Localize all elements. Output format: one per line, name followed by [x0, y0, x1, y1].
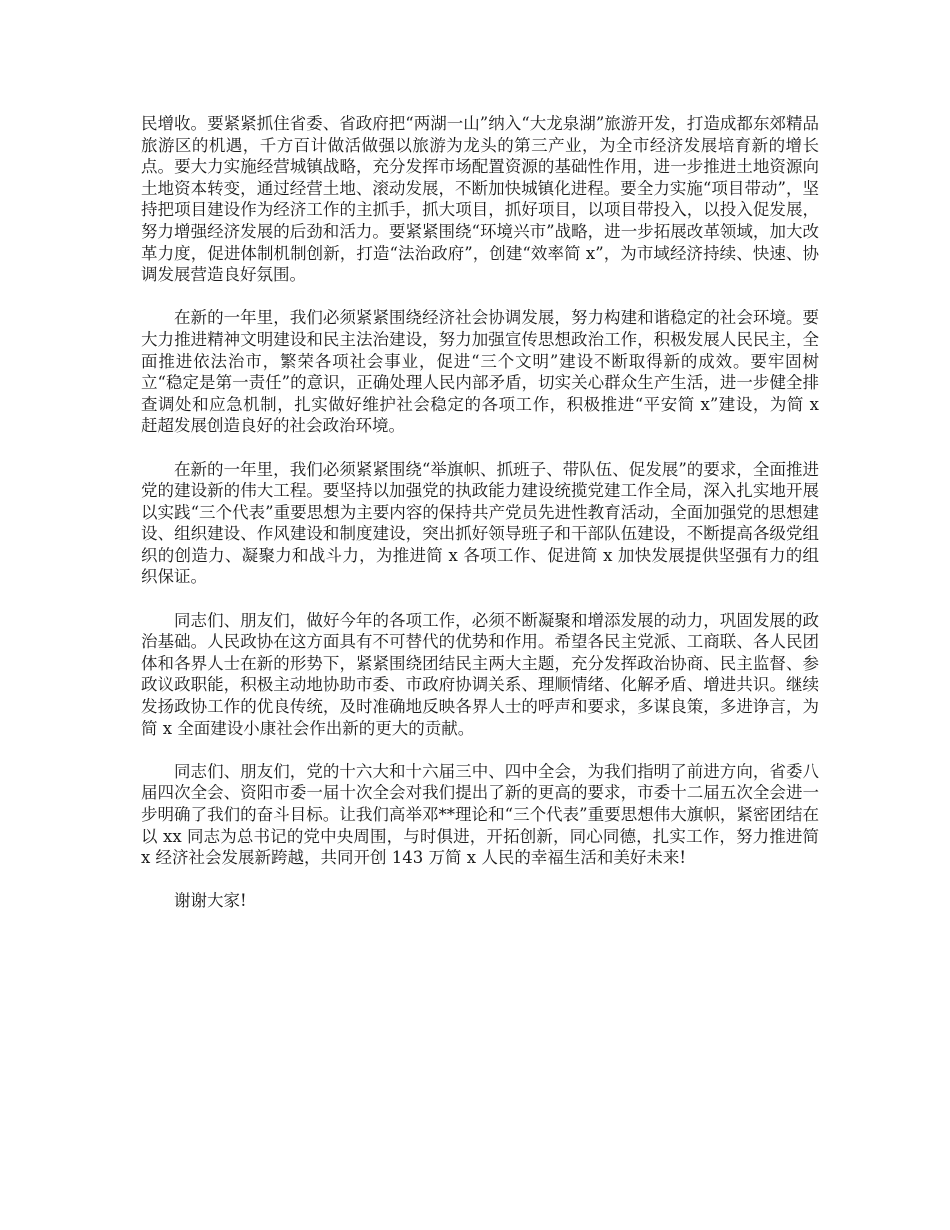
- paragraph-1: 民增收。要紧紧抓住省委、省政府把“两湖一山”纳入“大龙泉湖”旅游开发，打造成都东郊精品旅游区的机遇，千方百计做活做强以旅游为龙头的第三产业，为全市经济发展培育新的增长点。要大力实施经营城镇战略，充分发挥市场配置资源的基础性作用，进一步推进土地资源向土地资本转变，通过经营土地、滚动发展，不断加快城镇化进程。要全力实施“项目带动”，坚持把项目建设作为经济工作的主抓手，抓大项目，抓好项目，以项目带投入，以投入促发展，努力增强经济发展的后劲和活力。要紧紧围绕“环境兴市”战略，进一步拓展改革领域，加大改革力度，促进体制机制创新，打造“法治政府”，创建“效率简 x”，为市域经济持续、快速、协调发展营造良好氛围。: [141, 114, 819, 285]
- paragraph-5: 同志们、朋友们，党的十六大和十六届三中、四中全会，为我们指明了前进方向，省委八届四次全会、资阳市委一届十次全会对我们提出了新的更高的要求，市委十二届五次全会进一步明确了我们的奋斗目标。让我们高举邓**理论和“三个代表”重要思想伟大旗帜，紧密团结在以 xx 同志为总书记的党中央周围，与时俱进，开拓创新，同心同德，扎实工作，努力推进简 x 经济社会发展新跨越，共同开创 143 万简 x 人民的幸福生活和美好未来!: [141, 761, 819, 868]
- paragraph-closing: 谢谢大家!: [174, 891, 247, 911]
- document-body: [141, 113, 819, 934]
- paragraph-2: 在新的一年里，我们必须紧紧围绕经济社会协调发展，努力构建和谐稳定的社会环境。要大力推进精神文明建设和民主法治建设，努力加强宣传思想政治工作，积极发展人民民主，全面推进依法治市，繁荣各项社会事业，促进“三个文明”建设不断取得新的成效。要牢固树立“稳定是第一责任”的意识，正确处理人民内部矛盾，切实关心群众生产生活，进一步健全排查调处和应急机制，扎实做好维护社会稳定的各项工作，积极推进“平安简 x”建设，为简 x 赶超发展创造良好的社会政治环境。: [141, 308, 819, 436]
- paragraph-4: 同志们、朋友们，做好今年的各项工作，必须不断凝聚和增添发展的动力，巩固发展的政治基础。人民政协在这方面具有不可替代的优势和作用。希望各民主党派、工商联、各人民团体和各界人士在新的形势下，紧紧围绕团结民主两大主题，充分发挥政治协商、民主监督、参政议政职能，积极主动地协助市委、市政府协调关系、理顺情绪、化解矛盾、增进共识。继续发扬政协工作的优良传统，及时准确地反映各界人士的呼声和要求，多谋良策，多进诤言，为简 x 全面建设小康社会作出新的更大的贡献。: [141, 610, 819, 738]
- paragraph-3: 在新的一年里，我们必须紧紧围绕“举旗帜、抓班子、带队伍、促发展”的要求，全面推进党的建设新的伟大工程。要坚持以加强党的执政能力建设统揽党建工作全局，深入扎实地开展以实践“三个代表”重要思想为主要内容的保持共产党员先进性教育活动，全面加强党的思想建设、组织建设、作风建设和制度建设，突出抓好领导班子和干部队伍建设，不断提高各级党组织的创造力、凝聚力和战斗力，为推进简 x 各项工作、促进简 x 加快发展提供坚强有力的组织保证。: [141, 459, 819, 587]
